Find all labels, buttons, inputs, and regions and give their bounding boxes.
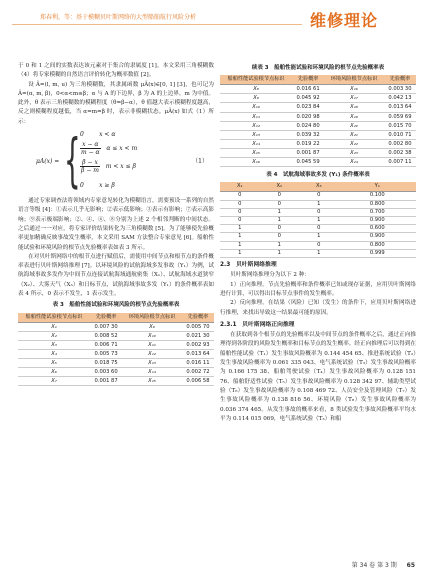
table-header: 环境风险根节点标识 [324, 75, 384, 85]
table-row [220, 112, 416, 121]
table-row [220, 158, 416, 167]
table-header: X₁ [220, 182, 260, 192]
page-number: 65 [406, 562, 415, 569]
table-cell: 1 [299, 249, 339, 257]
table-cell: 0 [220, 200, 260, 208]
table-cell: X₉ [122, 322, 182, 331]
table-cell: 0.018 75 [90, 359, 122, 368]
table-cell: 0.005 70 [182, 322, 214, 331]
paragraph: 在获取到各个根节点的先验概率以及中间节点的条件概率之后，通过正向推理得到各阶段的风险发生概率和目标节点的发生概率。经正向推理后可以得到在船舶性能试验（T₁）发生事故风险概率为 0.144 454 65、推进系统试验（T₂）发生事故风险概率为 0.061 335 043、电气系统试验（T₃）发生事故风险概率为 0.166 175 38、船舶驾驶试验（T₄）发生事故风险概率为 0.128 151 76、船舶舒适性试验（T₅）发生事故风险概率为 0.128 342 97、辅助类型试验（T₆）发生事故风险概率为 0.108 469 72、人员安全及管理风险（T₇）发生事故风险概率为 0.138 816 56、环境风险（T₈）发生事故风险概率为 0.036 374 465。从发生事故的概率来看，8 类试验发生事故风险概率平均水平为 0.114 015 069，电气系统试验（T₃）和船 [220, 332, 416, 422]
table-cell: X₁₃ [220, 130, 292, 139]
issue-label: 第 34 卷 第 3 期 [351, 562, 397, 569]
table-cell: 0.019 22 [292, 139, 324, 148]
table-row [220, 249, 416, 257]
table-cell: X₄ [18, 349, 90, 358]
table-row [18, 322, 214, 331]
table-cell: 1 [220, 233, 260, 241]
section-title: 维修理论 [310, 11, 379, 30]
table-header: 环境风险根节点标识 [122, 313, 182, 323]
table-cell: 0 [299, 225, 339, 233]
table-row [220, 241, 416, 249]
table-cell: X₁₄ [220, 139, 292, 148]
equation-case: $\frac{x - \alpha}{m - \alpha}$ α ≤ x < m [81, 141, 138, 157]
table-cell: X₂₂ [324, 139, 384, 148]
equation-number: （1） [192, 158, 208, 166]
table-cell: 0.001 87 [292, 148, 324, 157]
table-cell: 0.059 69 [384, 112, 416, 121]
table-cell: 0.042 13 [384, 94, 416, 103]
table-cell: X₁₉ [324, 112, 384, 121]
equation-case: $\frac{\beta - x}{\beta - m}$ m < x ≤ β [81, 159, 136, 175]
table-header: 船舶性能试验根节点标识 [18, 313, 90, 323]
table-header: Y₁ [339, 182, 416, 192]
table-header: X₂ [260, 182, 300, 192]
table-cell: 0.100 [339, 192, 416, 200]
table-cell: X₁₁ [220, 112, 292, 121]
table-cell: 0.023 84 [292, 103, 324, 112]
table-cell: 1 [260, 249, 300, 257]
table-cell: 0.002 72 [182, 368, 214, 377]
table-cell: X₁₁ [122, 340, 182, 349]
table-header: 船舶性能试验根节点标识 [220, 75, 292, 85]
table-cell: 0.002 38 [384, 148, 416, 157]
table-cell: X₁₀ [122, 331, 182, 340]
table-cell: 0.021 30 [182, 331, 214, 340]
table-cell: X₁₄ [122, 368, 182, 377]
table-header: 先验概率 [90, 313, 122, 323]
table-cell: 0.045 59 [292, 158, 324, 167]
table-cell: 0.800 [339, 200, 416, 208]
table-cell: X₁₂ [122, 349, 182, 358]
table-cell: 0.800 [339, 241, 416, 249]
table-cell: 0.005 73 [90, 349, 122, 358]
table-cell: 0.039 32 [292, 130, 324, 139]
table-cell: 0.015 70 [384, 121, 416, 130]
table-3 [18, 313, 214, 387]
table-cell: X₆ [18, 368, 90, 377]
table-cell: X₁₇ [324, 94, 384, 103]
table-header: 先验概率 [292, 75, 324, 85]
table-cell: 0 [220, 208, 260, 216]
table-cell: 0.001 87 [90, 377, 122, 386]
table-cell: 0 [260, 233, 300, 241]
table-cell: X₈ [220, 85, 292, 94]
table-cell: X₂₄ [324, 158, 384, 167]
table-cell: X₁ [18, 322, 90, 331]
table-caption: 表 3 船舶性能试验和环境风险的根节点先验概率表 [52, 302, 180, 309]
section-heading: 2.3 贝叶斯网络推理 [220, 262, 277, 269]
table-cell: 0.999 [339, 249, 416, 257]
table-cell: X₂ [18, 331, 90, 340]
table-cell: 0.007 11 [384, 158, 416, 167]
table-cell: 0 [260, 192, 300, 200]
table-cell: X₉ [220, 94, 292, 103]
table-cell: 1 [220, 241, 260, 249]
table-row [18, 349, 214, 358]
table-cell: 0.600 [339, 225, 416, 233]
table-row [220, 200, 416, 208]
table-row [220, 103, 416, 112]
table-cell: 0.002 93 [182, 340, 214, 349]
table-cell: 1 [260, 208, 300, 216]
table-cell: 1 [260, 217, 300, 225]
table-row [220, 139, 416, 148]
table-cell: 0 [299, 208, 339, 216]
equation-case: 0 x < α [80, 131, 116, 139]
table-cell: 0.016 11 [182, 359, 214, 368]
table-row [18, 340, 214, 349]
table-row [220, 217, 416, 225]
table-cell: 0.016 61 [292, 85, 324, 94]
header-rule [12, 24, 302, 25]
table-header: X₃ [299, 182, 339, 192]
table-row [18, 377, 214, 386]
running-title: 郑春利，等：基于模糊贝叶斯网络的大型船舶航行风险分析 [40, 14, 197, 21]
table-row [220, 208, 416, 216]
table-cell: X₁₈ [324, 103, 384, 112]
table-cell: X₁₂ [220, 121, 292, 130]
paragraph: 2）反向推理。在结果（风险）已知（发生）的条件下，应用贝叶斯网络进行推理，来找出导致这一结果最可能的原因。 [220, 300, 416, 316]
table-row [18, 359, 214, 368]
equation-1 [18, 127, 214, 197]
table-cell: X₁₆ [220, 158, 292, 167]
table-cell: 0 [260, 200, 300, 208]
equation-case: 0 x ≥ β [80, 182, 115, 190]
paragraph: 通过专家调查法将领域内专家意见转化为模糊语言，需要预设一系列的自然语言等级 [4]：①表示几乎无影响；②表示低影响；③表示有影响；⑦表示高影响；⑨表示极端影响；②、④、⑥、⑧分别为上述 2 个相邻判断的中间状态。之后通过一一对应，将专家评价结果转化为三角模糊数 [5]。为了能够使先验概率更加精确反映事故发生概率，本文采用 SAM 方法整合专家意见 [6]。船舶性能试验和环境风险的根节点先验概率表如表 3 所示。 [18, 198, 214, 251]
brace-icon: { [64, 126, 81, 195]
table-row [220, 130, 416, 139]
left-column [18, 62, 214, 386]
page-header [0, 0, 427, 44]
paragraph: 在对贝叶斯网络中的根节点进行赋值后，需使用中间节点和根节点的条件概率表进行贝叶斯网络推理 [7]。以环境风险的试航海域多发事故（Y₁）为例，试航海域事故多发作为中间节点连接试航海域通航密集（X₁）、试航海域水道狭窄（X₂）、大雾天气（X₃）和日标节点，试航海域事故多发（Y₁）的条件概率表如表 4 所示，0 表示不发生，1 表示发生。 [18, 253, 214, 298]
table-cell: X₂₀ [324, 121, 384, 130]
table-cell: 1 [299, 233, 339, 241]
table-cell: 1 [299, 200, 339, 208]
table-cell: 0.700 [339, 208, 416, 216]
table-cell: X₃ [18, 340, 90, 349]
table-row [220, 148, 416, 157]
table-row [18, 368, 214, 377]
table-cell: 0.020 98 [292, 112, 324, 121]
table-cell: X₁₃ [122, 359, 182, 368]
table-caption: 续表 3 船舶性能试验和环境风险的根节点先验概率表 [251, 65, 385, 71]
right-column [220, 62, 416, 424]
paragraph: 于 0 和 1 之间的实数表达该元素对于集合的隶属度 [1]。本文采用三角模糊数（4）将专家模糊的自然语言评价转化为概率数值 [2]。 [18, 63, 214, 79]
table-cell: 0.003 30 [384, 85, 416, 94]
table-cell: 0.002 80 [384, 139, 416, 148]
table-cell: 1 [260, 241, 300, 249]
subsection-heading: 2.3.1 贝叶斯网络正向推理 [220, 321, 295, 328]
table-cell: 1 [299, 217, 339, 225]
table-cell: 0.010 71 [384, 130, 416, 139]
table-cell: X₂₃ [324, 148, 384, 157]
paragraph: 1）正向推理。节点先验概率和条件概率已知或现存证据，应用贝叶斯网络进行计算，可以得出目标节点事件的发生概率。 [220, 281, 416, 297]
table-row [220, 94, 416, 103]
table-3-continued [220, 75, 416, 167]
table-cell: 0.007 30 [90, 322, 122, 331]
table-cell: 0.045 92 [292, 94, 324, 103]
table-cell: 1 [220, 249, 260, 257]
table-cell: 0 [220, 217, 260, 225]
table-cell: 0.013 64 [182, 349, 214, 358]
paragraph: 贝叶斯网络推理分为以下 2 种： [230, 272, 310, 279]
table-cell: 0 [299, 241, 339, 249]
table-cell: 0 [260, 225, 300, 233]
table-row [220, 192, 416, 200]
table-cell: 0.006 58 [182, 377, 214, 386]
paragraph: 设 Ã=(l, m, u) 为三角模糊数，其隶属函数 μÃ(x)∈[0, 1] [3]，也可记为 Ã=(α, m, β)，0<α<m≤β；α 与 A 的下边界，β 为 A 的上边界，m 为中值。此外，θ 表示三角模糊数的模糊程度（θ=β−α），θ 值越大表示模糊程度越高，反之则模糊程度越低，当 α=m=β 时，表示非模糊状态。μÃ(x) 如式（1）所示： [18, 81, 214, 125]
table-4 [220, 182, 416, 258]
table-cell: 0.013 64 [384, 103, 416, 112]
table-row [220, 225, 416, 233]
page-footer [352, 560, 415, 569]
table-cell: X₂₁ [324, 130, 384, 139]
table-header: 先验概率 [182, 313, 214, 323]
table-row [18, 331, 214, 340]
table-cell: X₁₅ [122, 377, 182, 386]
table-cell: 0.006 71 [90, 340, 122, 349]
table-cell: 0.008 52 [90, 331, 122, 340]
table-caption: 表 4 试航海域事故多发 (Y₁) 条件概率表 [266, 172, 370, 179]
table-cell: 0 [299, 192, 339, 200]
table-cell: 0.900 [339, 217, 416, 225]
table-cell: 0.003 60 [90, 368, 122, 377]
table-cell: 0.024 80 [292, 121, 324, 130]
table-cell: X₁₀ [220, 103, 292, 112]
table-cell: 0 [220, 192, 260, 200]
table-cell: X₅ [18, 359, 90, 368]
table-row [220, 233, 416, 241]
table-cell: 1 [220, 225, 260, 233]
equation-lhs: μA(x) = [36, 158, 60, 166]
table-row [220, 85, 416, 94]
table-cell: X₁₆ [324, 85, 384, 94]
table-cell: 0.900 [339, 233, 416, 241]
table-row [220, 121, 416, 130]
table-header: 先验概率 [384, 75, 416, 85]
table-cell: X₁₅ [220, 148, 292, 157]
table-cell: X₇ [18, 377, 90, 386]
